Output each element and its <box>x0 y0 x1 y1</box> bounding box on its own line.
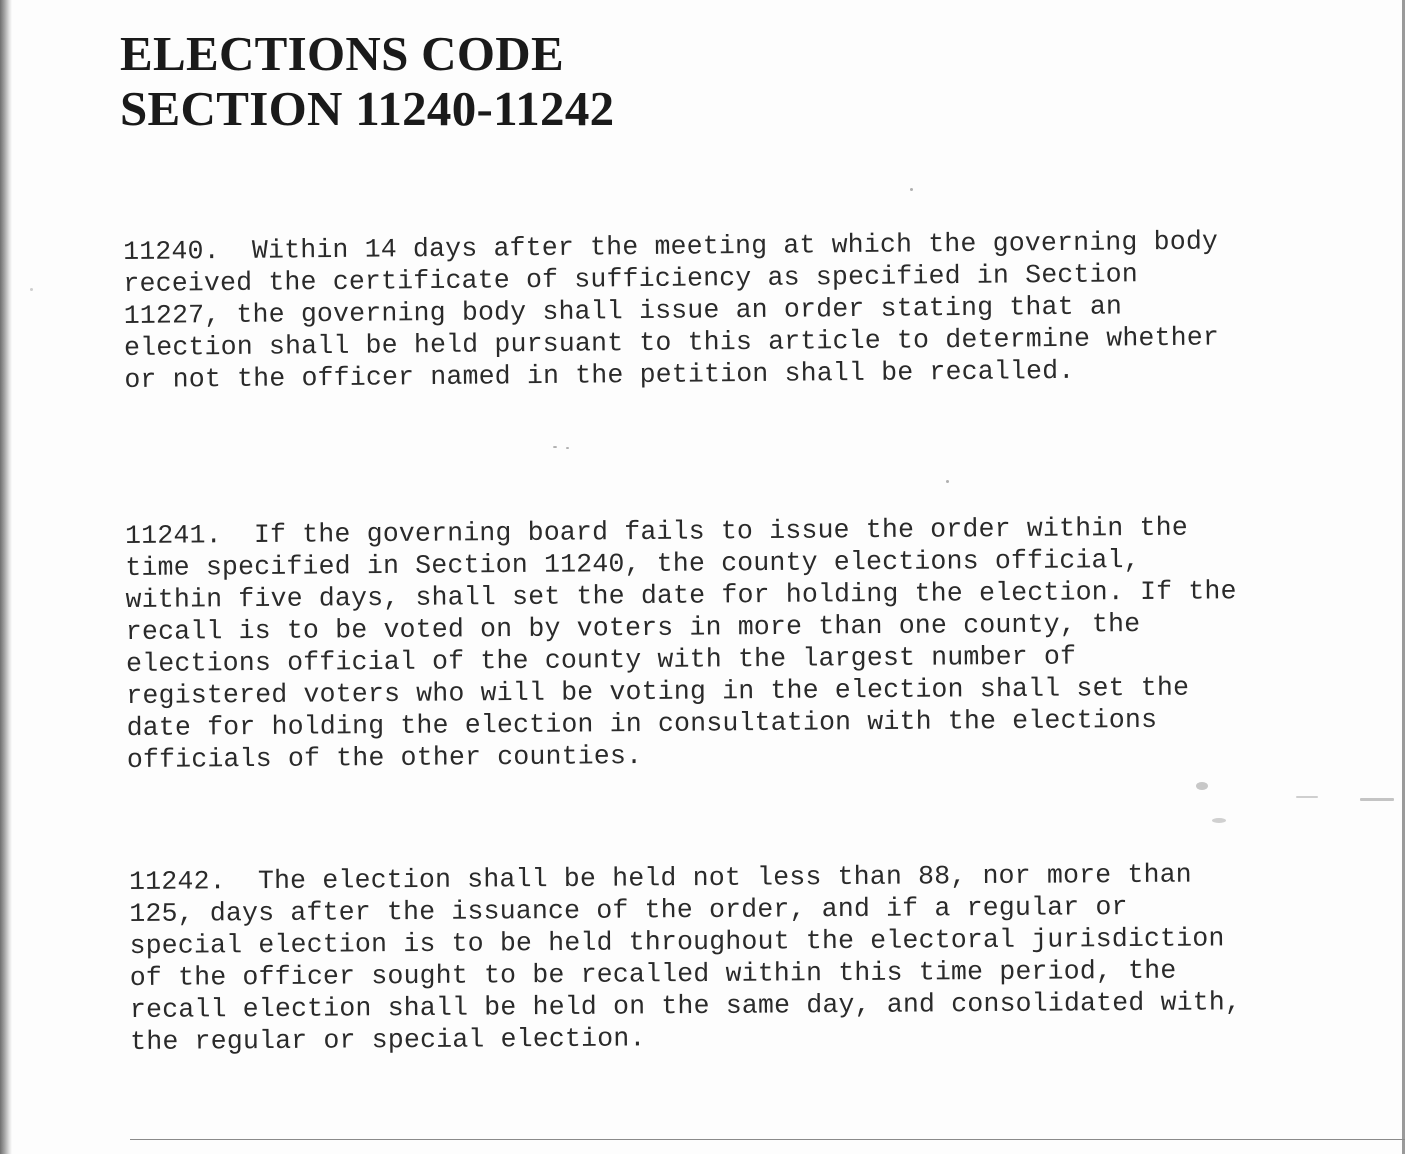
document-title <box>120 26 614 136</box>
scan-speck <box>1296 796 1318 798</box>
section-line: 11241. If the governing board fails to issue the order within the <box>125 512 1188 551</box>
section-line: time specified in Section 11240, the county elections official, <box>125 545 1140 583</box>
section-line: 11242. The election shall be held not less than 88, nor more than <box>129 859 1192 897</box>
section-line: or not the officer named in the petition shall be recalled. <box>124 355 1075 395</box>
section-11242 <box>129 858 1241 1058</box>
section-line: recall election shall be held on the same day, and consolidated with, <box>129 987 1242 1025</box>
section-line: the regular or special election. <box>130 1023 646 1057</box>
scan-speck <box>1212 818 1226 823</box>
scan-speck <box>1196 782 1208 790</box>
scan-speck <box>566 447 569 449</box>
scan-speck <box>553 446 557 448</box>
section-line: 11227, the governing body shall issue an order stating that an <box>123 291 1123 331</box>
title-line-2: SECTION 11240-11242 <box>120 81 615 136</box>
section-line: officials of the other counties. <box>126 740 643 775</box>
section-line: elections official of the county with the largest number of <box>126 641 1077 679</box>
section-line: special election is to be held throughout the electoral jurisdiction <box>129 923 1225 961</box>
section-11240 <box>123 225 1219 396</box>
scan-speck <box>1360 798 1394 801</box>
section-line: election shall be held pursuant to this article to determine whether <box>123 322 1220 363</box>
section-line: within five days, shall set the date for holding the election. If the <box>125 576 1237 615</box>
section-line: of the officer sought to be recalled within this time period, the <box>129 955 1177 993</box>
section-line: date for holding the election in consultation with the elections <box>126 704 1158 743</box>
section-line: registered voters who will be voting in the election shall set the <box>126 672 1190 711</box>
section-line: recall is to be voted on by voters in more than one county, the <box>125 609 1141 647</box>
section-line: 125, days after the issuance of the order, and if a regular or <box>129 892 1128 929</box>
scan-speck <box>30 288 33 291</box>
bottom-rule <box>130 1139 1405 1140</box>
scan-speck <box>910 188 913 191</box>
scan-edge-shadow <box>0 0 12 1154</box>
section-line: received the certificate of sufficiency as specified in Section <box>123 259 1139 299</box>
section-line: 11240. Within 14 days after the meeting at which the governing body <box>123 226 1219 267</box>
section-11241 <box>125 511 1238 776</box>
title-line-1: ELECTIONS CODE <box>120 26 564 81</box>
scan-speck <box>946 480 949 483</box>
